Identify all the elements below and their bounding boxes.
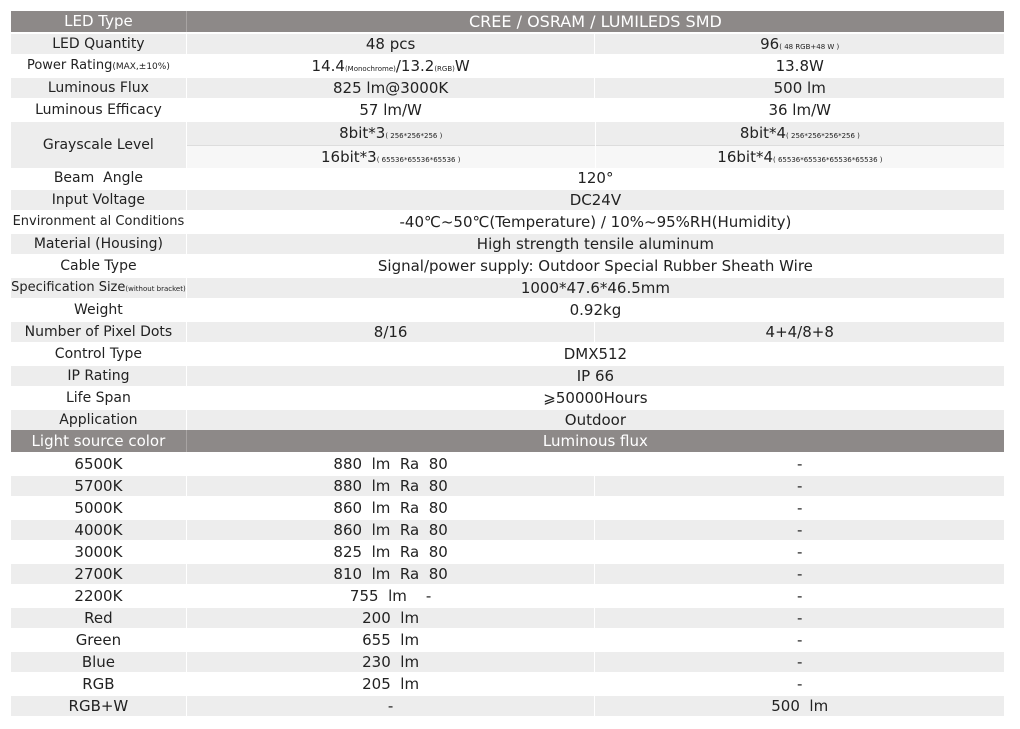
flux-value-col1: 880 lm Ra 80 xyxy=(186,476,595,496)
spec-row-environment xyxy=(11,212,1004,232)
spec-value-col1: 48 pcs xyxy=(186,34,595,54)
spec-value: IP 66 xyxy=(186,366,1004,386)
spec-row-ip-rating xyxy=(11,366,1004,386)
flux-header-label: Light source color xyxy=(31,432,166,450)
spec-row-input-voltage xyxy=(11,190,1004,210)
flux-color: 4000K xyxy=(74,521,123,539)
flux-row xyxy=(11,498,1004,518)
flux-value-col2: - xyxy=(594,454,1004,474)
spec-row-cable-type xyxy=(11,256,1004,276)
flux-value-col1: 230 lm xyxy=(186,652,595,672)
value-main: 8bit*4 xyxy=(739,124,787,142)
flux-value-col1: 810 lm Ra 80 xyxy=(186,564,595,584)
value-main: 96 xyxy=(760,35,780,53)
spec-label: Environment al Conditions xyxy=(12,214,185,229)
flux-value-col1: 655 lm xyxy=(186,630,595,650)
flux-value-col2: - xyxy=(594,520,1004,540)
grayscale-col2 xyxy=(595,122,1004,168)
spec-label: Number of Pixel Dots xyxy=(24,324,173,340)
flux-row xyxy=(11,586,1004,606)
spec-row-spec-size xyxy=(11,278,1004,298)
spec-row-control-type xyxy=(11,344,1004,364)
spec-row-material xyxy=(11,234,1004,254)
value-main: 16bit*4 xyxy=(717,148,773,166)
label-note: (without bracket) xyxy=(125,285,186,293)
flux-value-col1: 755 lm - xyxy=(186,586,595,606)
flux-row xyxy=(11,630,1004,650)
flux-value-col2: - xyxy=(594,476,1004,496)
spec-value-col2 xyxy=(594,34,1004,54)
flux-value-col1: 205 lm xyxy=(186,674,595,694)
spec-value: 0.92kg xyxy=(186,300,1004,320)
spec-label: Application xyxy=(59,412,138,428)
flux-row xyxy=(11,564,1004,584)
flux-header-value: Luminous flux xyxy=(186,430,1004,452)
value-note: ( 256*256*256*256 ) xyxy=(786,132,860,140)
flux-value-col2: - xyxy=(594,542,1004,562)
flux-color: Green xyxy=(75,631,122,649)
spec-value-col1: 825 lm@3000K xyxy=(186,78,595,98)
spec-value: High strength tensile aluminum xyxy=(186,234,1004,254)
flux-color: 2200K xyxy=(74,587,123,605)
flux-color: 5700K xyxy=(74,477,123,495)
flux-value-col2: - xyxy=(594,564,1004,584)
spec-label: Material (Housing) xyxy=(33,236,163,252)
flux-value-col2: - xyxy=(594,630,1004,650)
spec-value-col1 xyxy=(186,56,595,76)
flux-color: 3000K xyxy=(74,543,123,561)
grayscale-8bit xyxy=(596,122,1004,145)
spec-value-col2: 4+4/8+8 xyxy=(594,322,1004,342)
spec-label: Input Voltage xyxy=(51,192,146,208)
flux-row xyxy=(11,542,1004,562)
value-note: ( 65536*65536*65536 ) xyxy=(376,156,461,164)
spec-label: Luminous Flux xyxy=(47,80,149,96)
flux-color: Blue xyxy=(81,653,116,671)
label-main: Power Rating xyxy=(26,58,113,73)
value-part: /13.2 xyxy=(395,57,435,75)
value-part: 14.4 xyxy=(311,57,345,75)
value-note: (RGB) xyxy=(434,65,455,73)
flux-value-col2: - xyxy=(594,498,1004,518)
spec-value: Signal/power supply: Outdoor Special Rubber Sheath Wire xyxy=(186,256,1004,276)
label-note: (MAX,±10%) xyxy=(112,62,170,72)
grayscale-16bit xyxy=(596,145,1004,168)
spec-label: Luminous Efficacy xyxy=(35,102,162,118)
spec-row-pixel-dots xyxy=(11,322,1004,342)
flux-value-col2: - xyxy=(594,608,1004,628)
spec-row-application xyxy=(11,410,1004,430)
spec-value: Outdoor xyxy=(186,410,1004,430)
spec-row-grayscale xyxy=(11,122,1004,168)
flux-value-col2: - xyxy=(594,586,1004,606)
spec-value: DMX512 xyxy=(186,344,1004,364)
flux-row xyxy=(11,476,1004,496)
spec-value-col2: 500 lm xyxy=(594,78,1004,98)
value-note: ( 256*256*256 ) xyxy=(385,132,443,140)
flux-value-col1: 825 lm Ra 80 xyxy=(186,542,595,562)
flux-row xyxy=(11,696,1004,716)
flux-header-row xyxy=(11,430,1004,452)
spec-row-led-quantity xyxy=(11,34,1004,54)
spec-label: LED Quantity xyxy=(52,36,145,52)
flux-value-col2: - xyxy=(594,652,1004,672)
grayscale-16bit xyxy=(187,145,595,168)
spec-label: Control Type xyxy=(54,346,143,362)
flux-value-col1: 860 lm Ra 80 xyxy=(186,498,595,518)
spec-value: 1000*47.6*46.5mm xyxy=(186,278,1004,298)
spec-value: ⩾50000Hours xyxy=(186,388,1004,408)
flux-value-col1: 200 lm xyxy=(186,608,595,628)
flux-value-col1: - xyxy=(186,696,595,716)
value-note: ( 48 RGB+48 W ) xyxy=(779,43,840,51)
flux-color: 5000K xyxy=(74,499,123,517)
label-main: Specification Size xyxy=(11,280,126,295)
spec-label: IP Rating xyxy=(67,368,130,384)
spec-label: Cable Type xyxy=(60,258,137,274)
spec-row-power-rating xyxy=(11,56,1004,76)
grayscale-col1 xyxy=(186,122,595,168)
flux-row xyxy=(11,608,1004,628)
spec-label xyxy=(11,56,186,76)
flux-row xyxy=(11,454,1004,474)
flux-value-col2: 500 lm xyxy=(594,696,1004,716)
flux-color: RGB xyxy=(82,675,115,693)
spec-row-luminous-flux xyxy=(11,78,1004,98)
spec-label: Weight xyxy=(74,302,123,318)
spec-value: CREE / OSRAM / LUMILEDS SMD xyxy=(186,11,1004,32)
grayscale-8bit xyxy=(187,122,595,145)
spec-value: -40℃~50℃(Temperature) / 10%~95%RH(Humidity) xyxy=(186,212,1004,232)
spec-row-luminous-efficacy xyxy=(11,100,1004,120)
value-part: W xyxy=(454,57,470,75)
spec-row-led-type xyxy=(11,11,1004,32)
flux-value-col1: 880 lm Ra 80 xyxy=(186,454,595,474)
flux-row xyxy=(11,674,1004,694)
spec-label: LED Type xyxy=(64,12,133,30)
spec-value: 120° xyxy=(186,168,1004,188)
spec-value-col1: 57 lm/W xyxy=(186,100,595,120)
flux-color: RGB+W xyxy=(68,697,129,715)
flux-value-col1: 860 lm Ra 80 xyxy=(186,520,595,540)
spec-value-col1: 8/16 xyxy=(186,322,595,342)
value-note: (Monochrome) xyxy=(344,65,396,73)
value-main: 16bit*3 xyxy=(321,148,377,166)
flux-row xyxy=(11,520,1004,540)
value-note: ( 65536*65536*65536*65536 ) xyxy=(773,156,883,164)
spec-value: DC24V xyxy=(186,190,1004,210)
spec-label xyxy=(11,278,186,298)
value-main: 8bit*3 xyxy=(339,124,386,142)
flux-color: 6500K xyxy=(74,455,123,473)
spec-label: Beam Angle xyxy=(53,170,143,186)
flux-value-col2: - xyxy=(594,674,1004,694)
spec-row-beam-angle xyxy=(11,168,1004,188)
spec-label: Grayscale Level xyxy=(11,122,186,168)
spec-label: Life Span xyxy=(65,390,131,406)
spec-row-weight xyxy=(11,300,1004,320)
flux-row xyxy=(11,652,1004,672)
spec-value-col2: 36 lm/W xyxy=(594,100,1004,120)
flux-color: 2700K xyxy=(74,565,123,583)
spec-value-col2: 13.8W xyxy=(594,56,1004,76)
flux-color: Red xyxy=(84,609,113,627)
spec-row-life-span xyxy=(11,388,1004,408)
